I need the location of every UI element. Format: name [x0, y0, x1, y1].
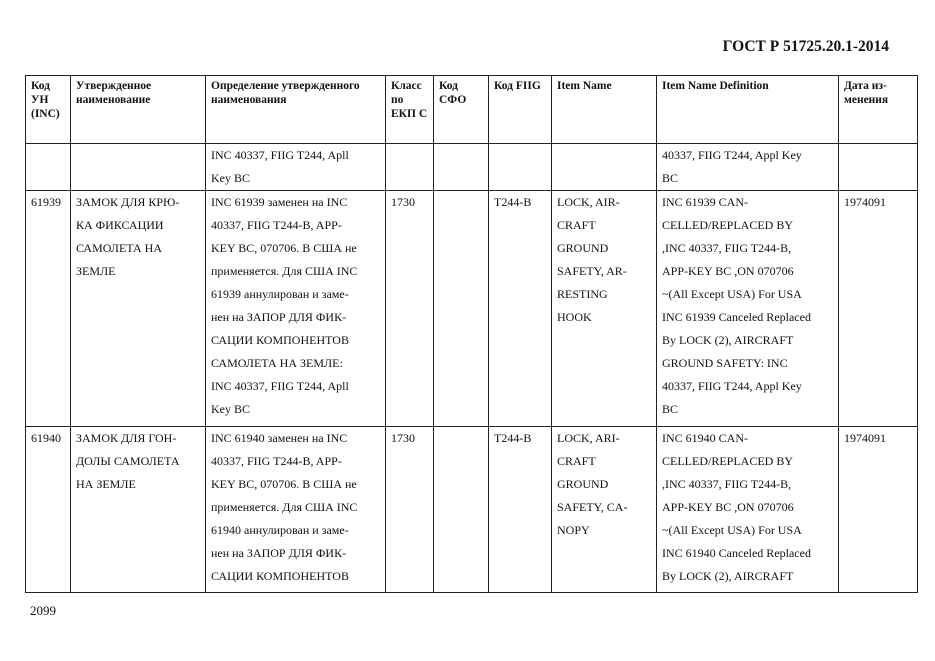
col-header-class: Класс по ЕКП С [386, 76, 434, 144]
cell-name [71, 144, 206, 191]
cell-sfo [434, 191, 489, 427]
cell-sfo [434, 427, 489, 593]
col-header-sfo: Код СФО [434, 76, 489, 144]
table-row [26, 427, 918, 593]
col-header-item-definition: Item Name Definition [657, 76, 839, 144]
page-number: 2099 [30, 603, 56, 618]
cell-sfo [434, 144, 489, 191]
table-row [26, 144, 918, 191]
cell-class: 1730 [386, 191, 434, 427]
cell-item-name: LOCK, AIR- CRAFT GROUND SAFETY, AR- RESTING HOOK [552, 191, 657, 427]
cell-inc [26, 144, 71, 191]
inc-table [25, 75, 918, 593]
col-header-approved-name: Утвержденное наименование [71, 76, 206, 144]
cell-fiig: T244-B [489, 191, 552, 427]
cell-class [386, 144, 434, 191]
table-row [26, 191, 918, 427]
col-header-date: Дата из- менения [839, 76, 918, 144]
col-header-definition: Определение утвержденного наименования [206, 76, 386, 144]
cell-definition: INC 61940 заменен на INC 40337, FIIG T244-B, APP- KEY BC, 070706. В США не применяется. Для США INC 61940 аннулирован и заме- нен на ЗАПОР ДЛЯ ФИК- САЦИИ КОМПОНЕНТОВ [206, 427, 386, 593]
cell-item-definition: INC 61940 CAN- CELLED/REPLACED BY ,INC 40337, FIIG T244-B, APP-KEY BC ,ON 070706 ~(All Except USA) For USA INC 61940 Canceled Replaced By LOCK (2), AIRCRAFT [657, 427, 839, 593]
cell-item-definition: 40337, FIIG T244, Appl Key BC [657, 144, 839, 191]
cell-date: 1974091 [839, 191, 918, 427]
standard-header: ГОСТ Р 51725.20.1-2014 [722, 38, 889, 55]
col-header-item-name: Item Name [552, 76, 657, 144]
cell-definition: INC 40337, FIIG T244, Apll Key BC [206, 144, 386, 191]
cell-inc: 61939 [26, 191, 71, 427]
cell-name: ЗАМОК ДЛЯ ГОН- ДОЛЫ САМОЛЕТА НА ЗЕМЛЕ [71, 427, 206, 593]
cell-class: 1730 [386, 427, 434, 593]
cell-item-name [552, 144, 657, 191]
cell-definition: INC 61939 заменен на INC 40337, FIIG T244-B, APP- KEY BC, 070706. В США не применяется. Для США INC 61939 аннулирован и заме- нен на ЗАПОР ДЛЯ ФИК- САЦИИ КОМПОНЕНТОВ САМОЛЕТА НА ЗЕМЛЕ: INC 40337, FIIG T244, Apll Key BC [206, 191, 386, 427]
cell-item-definition: INC 61939 CAN- CELLED/REPLACED BY ,INC 40337, FIIG T244-B, APP-KEY BC ,ON 070706 ~(All Except USA) For USA INC 61939 Canceled Replaced By LOCK (2), AIRCRAFT GROUND SAFETY: INC 40337, FIIG T244, Appl Key BC [657, 191, 839, 427]
col-header-inc: Код УН (INC) [26, 76, 71, 144]
cell-fiig: T244-B [489, 427, 552, 593]
cell-fiig [489, 144, 552, 191]
col-header-fiig: Код FIIG [489, 76, 552, 144]
cell-item-name: LOCK, ARI- CRAFT GROUND SAFETY, CA- NOPY [552, 427, 657, 593]
cell-inc: 61940 [26, 427, 71, 593]
table-header-row [26, 76, 918, 144]
cell-name: ЗАМОК ДЛЯ КРЮ- КА ФИКСАЦИИ САМОЛЕТА НА ЗЕМЛЕ [71, 191, 206, 427]
cell-date: 1974091 [839, 427, 918, 593]
cell-date [839, 144, 918, 191]
